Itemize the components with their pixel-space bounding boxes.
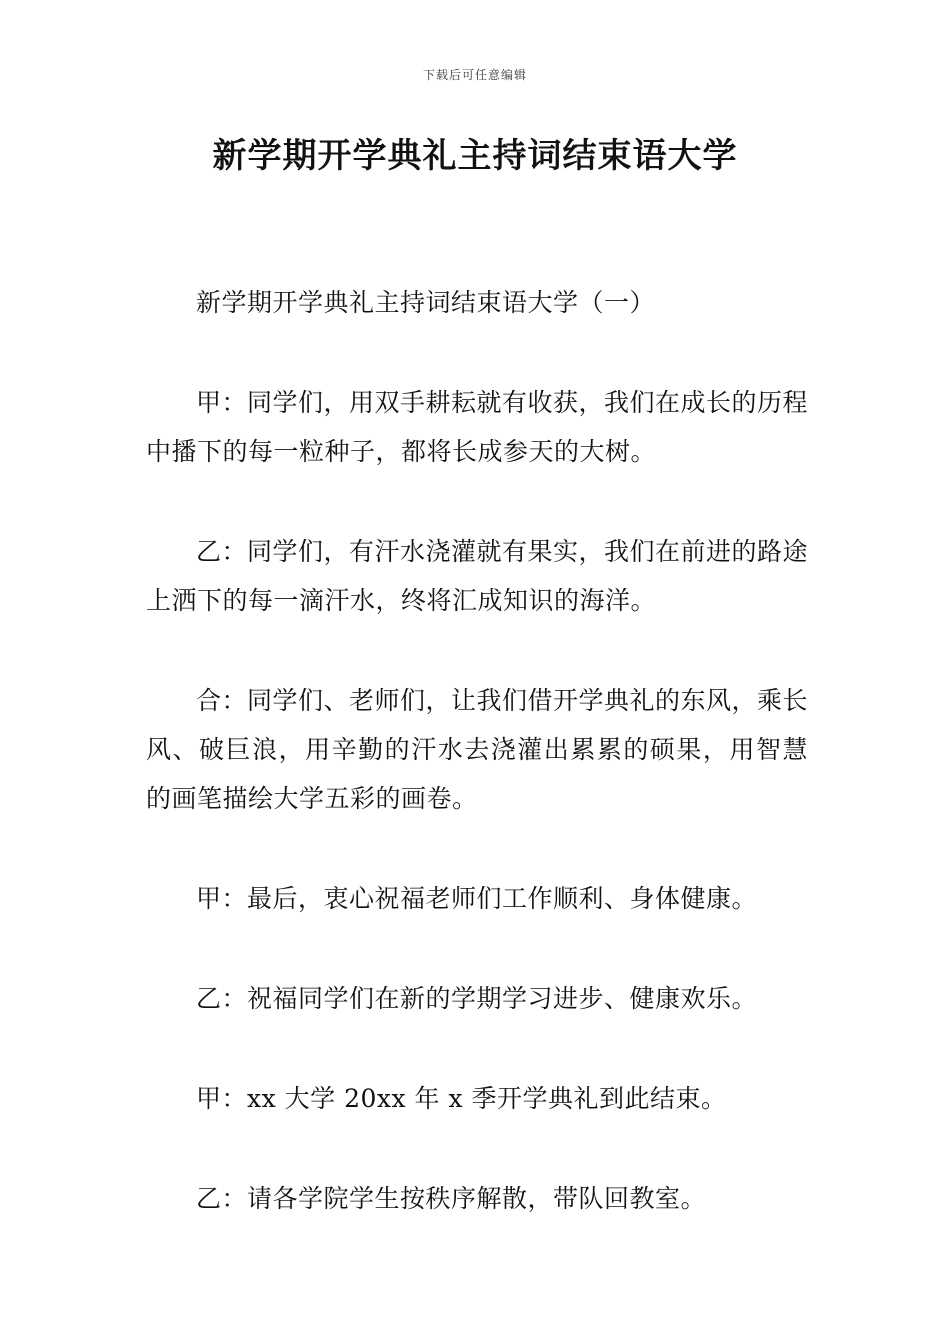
paragraph: 甲：同学们，用双手耕耘就有收获，我们在成长的历程中播下的每一粒种子，都将长成参天的大树。	[146, 388, 809, 466]
document-body	[146, 278, 808, 1274]
paragraph: 乙：请各学院学生按秩序解散，带队回教室。	[196, 1184, 707, 1213]
paragraph: 甲：最后，衷心祝福老师们工作顺利、身体健康。	[196, 884, 758, 913]
header-note: 下载后可任意编辑	[422, 68, 527, 82]
paragraph: 甲：xx 大学 20xx 年 x 季开学典礼到此结束。	[196, 1084, 727, 1113]
paragraph: 乙：同学们，有汗水浇灌就有果实，我们在前进的路途上洒下的每一滴汗水，终将汇成知识的海洋。	[146, 537, 809, 615]
document-title: 新学期开学典礼主持词结束语大学	[212, 136, 738, 176]
paragraph: 乙：祝福同学们在新的学期学习进步、健康欢乐。	[196, 984, 758, 1013]
section-heading: 新学期开学典礼主持词结束语大学（一）	[196, 288, 656, 317]
paragraph: 合：同学们、老师们，让我们借开学典礼的东风，乘长风、破巨浪，用辛勤的汗水去浇灌出累累的硕果，用智慧的画笔描绘大学五彩的画卷。	[146, 686, 809, 813]
